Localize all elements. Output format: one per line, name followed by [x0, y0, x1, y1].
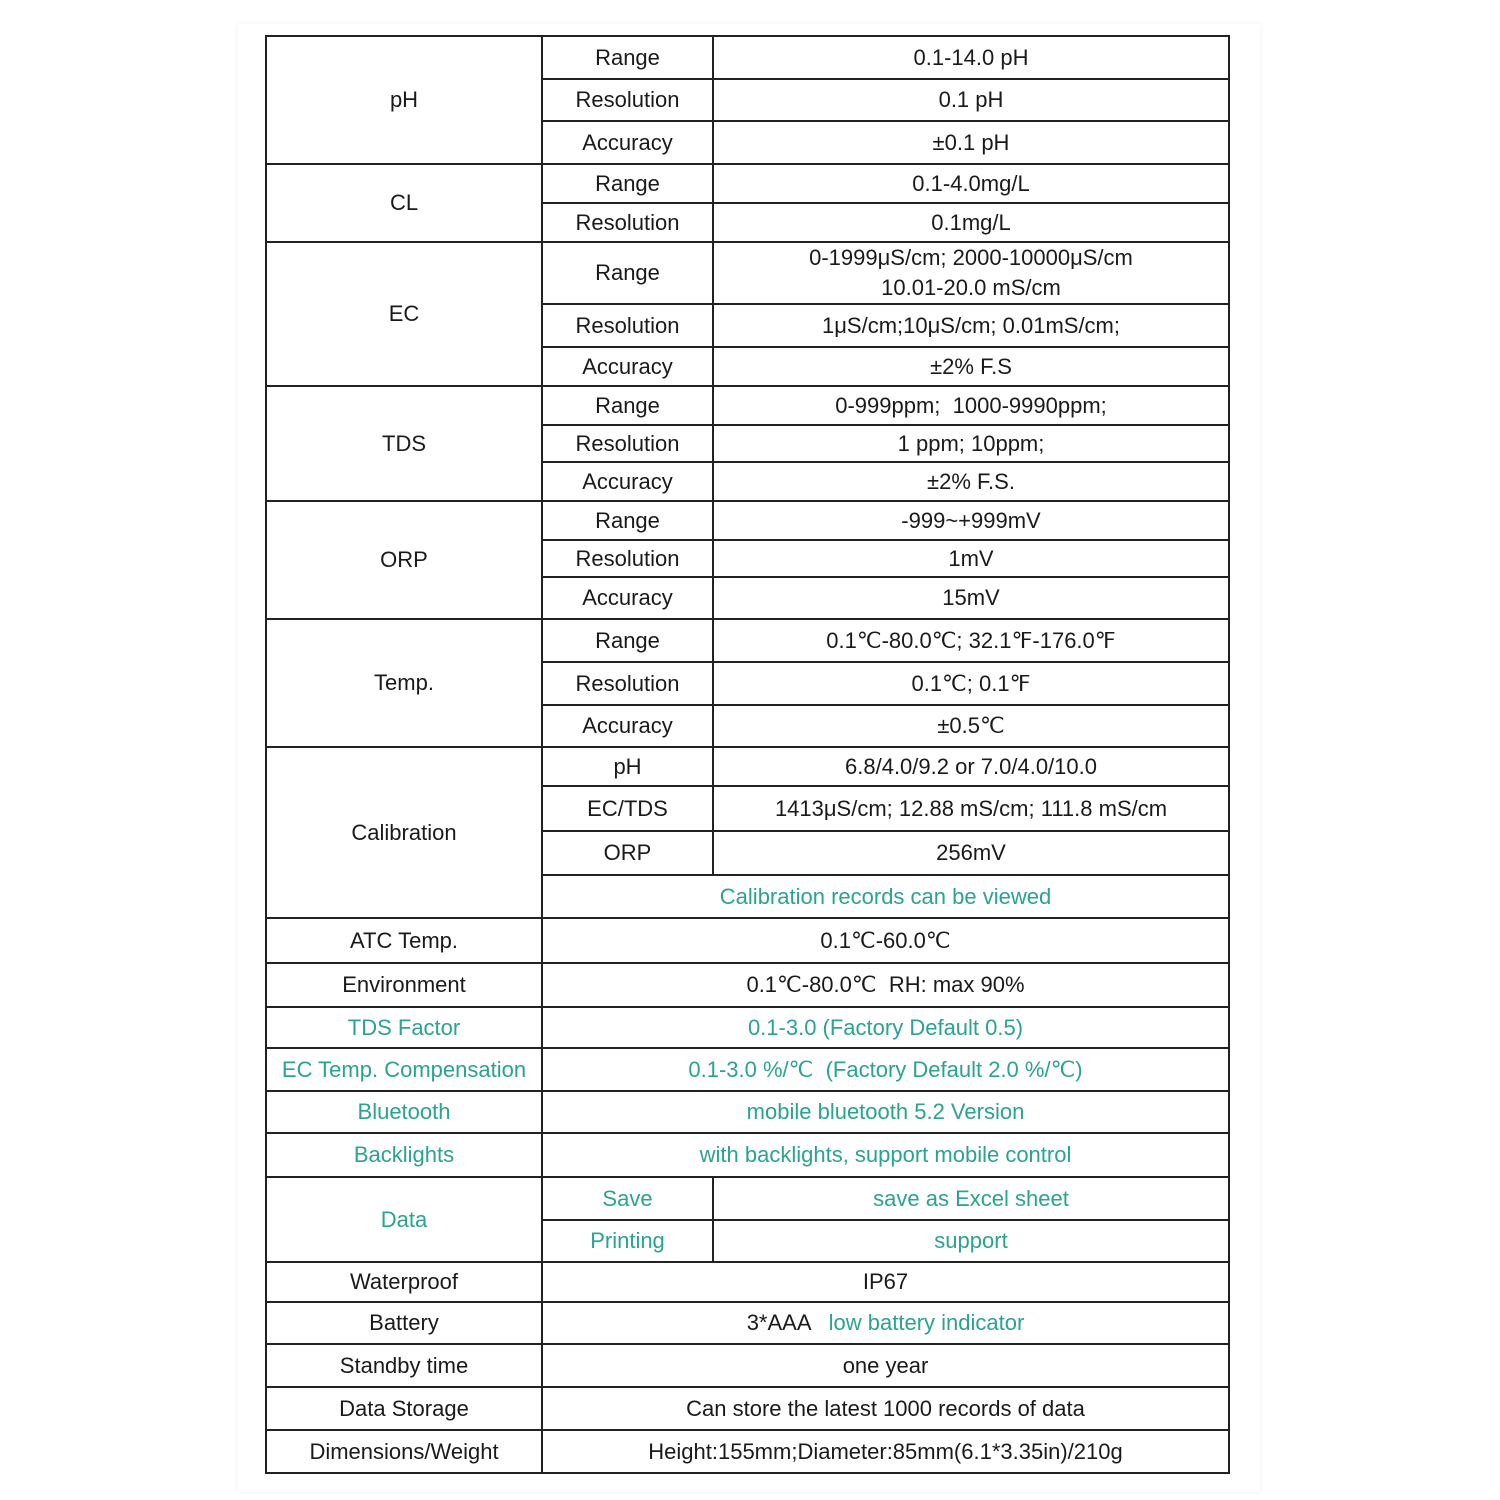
param-value: 1413μS/cm; 12.88 mS/cm; 111.8 mS/cm: [713, 786, 1229, 831]
param-value: 0-999ppm; 1000-9990ppm;: [713, 386, 1229, 425]
row-value-ec-temp-compensation: 0.1-3.0 %/℃ (Factory Default 2.0 %/℃): [542, 1048, 1229, 1091]
table-row: [266, 1048, 1229, 1091]
param-label: Range: [542, 36, 713, 79]
param-label: Accuracy: [542, 577, 713, 619]
table-row: [266, 242, 1229, 304]
value-part: 3*AAA: [746, 1310, 829, 1335]
row-value-atc-temp: 0.1℃-60.0℃: [542, 918, 1229, 963]
param-value: 256mV: [713, 831, 1229, 875]
group-label-ph: pH: [266, 36, 542, 164]
param-label: Resolution: [542, 304, 713, 347]
param-value: 6.8/4.0/9.2 or 7.0/4.0/10.0: [713, 747, 1229, 786]
row-label-dimensions-weight: Dimensions/Weight: [266, 1430, 542, 1473]
param-label: ORP: [542, 831, 713, 875]
row-value-bluetooth: mobile bluetooth 5.2 Version: [542, 1091, 1229, 1133]
param-value: ±2% F.S.: [713, 462, 1229, 501]
param-value: ±2% F.S: [713, 347, 1229, 386]
table-row: [266, 1430, 1229, 1473]
param-value: 1μS/cm;10μS/cm; 0.01mS/cm;: [713, 304, 1229, 347]
table-row: [266, 1262, 1229, 1302]
row-label-tds-factor: TDS Factor: [266, 1007, 542, 1048]
param-label: Range: [542, 386, 713, 425]
row-value-dimensions-weight: Height:155mm;Diameter:85mm(6.1*3.35in)/210g: [542, 1430, 1229, 1473]
param-value: 0.1-4.0mg/L: [713, 164, 1229, 203]
param-value: 0-1999μS/cm; 2000-10000μS/cm 10.01-20.0 mS/cm: [713, 242, 1229, 304]
param-value: support: [713, 1220, 1229, 1262]
param-value: 0.1℃; 0.1℉: [713, 662, 1229, 705]
param-label: Resolution: [542, 540, 713, 577]
table-row: [266, 1091, 1229, 1133]
row-value-waterproof: IP67: [542, 1262, 1229, 1302]
group-label-calibration: Calibration: [266, 747, 542, 918]
table-row: [266, 747, 1229, 786]
param-value: ±0.1 pH: [713, 121, 1229, 164]
param-value: 0.1-14.0 pH: [713, 36, 1229, 79]
group-label-cl: CL: [266, 164, 542, 242]
table-row: [266, 918, 1229, 963]
row-label-data-storage: Data Storage: [266, 1387, 542, 1430]
table-row: [266, 36, 1229, 79]
param-value: 1mV: [713, 540, 1229, 577]
param-value: ±0.5℃: [713, 705, 1229, 747]
row-label-atc-temp: ATC Temp.: [266, 918, 542, 963]
table-row: [266, 164, 1229, 203]
note-calibration: Calibration records can be viewed: [542, 875, 1229, 918]
table-row: [266, 1344, 1229, 1387]
param-label: Accuracy: [542, 462, 713, 501]
row-label-battery: Battery: [266, 1302, 542, 1344]
param-label: Accuracy: [542, 347, 713, 386]
spec-table: [265, 35, 1230, 1474]
param-value: 1 ppm; 10ppm;: [713, 425, 1229, 462]
param-label: Resolution: [542, 79, 713, 121]
row-label-bluetooth: Bluetooth: [266, 1091, 542, 1133]
row-value-battery: [542, 1302, 1229, 1344]
table-row: [266, 963, 1229, 1007]
param-value: save as Excel sheet: [713, 1177, 1229, 1220]
table-row: [266, 386, 1229, 425]
param-label: Resolution: [542, 662, 713, 705]
row-value-standby-time: one year: [542, 1344, 1229, 1387]
row-value-backlights: with backlights, support mobile control: [542, 1133, 1229, 1177]
param-label: Resolution: [542, 425, 713, 462]
param-value: 0.1mg/L: [713, 203, 1229, 242]
row-value-data-storage: Can store the latest 1000 records of data: [542, 1387, 1229, 1430]
group-label-tds: TDS: [266, 386, 542, 501]
row-value-environment: 0.1℃-80.0℃ RH: max 90%: [542, 963, 1229, 1007]
table-row: [266, 1177, 1229, 1220]
param-label: Save: [542, 1177, 713, 1220]
param-label: Printing: [542, 1220, 713, 1262]
param-label: Resolution: [542, 203, 713, 242]
row-value-tds-factor: 0.1-3.0 (Factory Default 0.5): [542, 1007, 1229, 1048]
value-part: low battery indicator: [828, 1310, 1025, 1335]
param-label: Accuracy: [542, 121, 713, 164]
param-value: 0.1℃-80.0℃; 32.1℉-176.0℉: [713, 619, 1229, 662]
table-row: [266, 1387, 1229, 1430]
table-row: [266, 619, 1229, 662]
param-value: 0.1 pH: [713, 79, 1229, 121]
param-label: Accuracy: [542, 705, 713, 747]
param-label: Range: [542, 501, 713, 540]
table-row: [266, 1007, 1229, 1048]
table-row: [266, 501, 1229, 540]
table-row: [266, 1302, 1229, 1344]
group-label-orp: ORP: [266, 501, 542, 619]
group-label-data: Data: [266, 1177, 542, 1262]
group-label-temp: Temp.: [266, 619, 542, 747]
row-label-ec-temp-compensation: EC Temp. Compensation: [266, 1048, 542, 1091]
param-value: -999~+999mV: [713, 501, 1229, 540]
table-row: [266, 1133, 1229, 1177]
row-label-waterproof: Waterproof: [266, 1262, 542, 1302]
param-label: EC/TDS: [542, 786, 713, 831]
param-label: Range: [542, 164, 713, 203]
param-label: Range: [542, 242, 713, 304]
param-label: pH: [542, 747, 713, 786]
param-label: Range: [542, 619, 713, 662]
row-label-backlights: Backlights: [266, 1133, 542, 1177]
row-label-standby-time: Standby time: [266, 1344, 542, 1387]
group-label-ec: EC: [266, 242, 542, 386]
row-label-environment: Environment: [266, 963, 542, 1007]
param-value: 15mV: [713, 577, 1229, 619]
